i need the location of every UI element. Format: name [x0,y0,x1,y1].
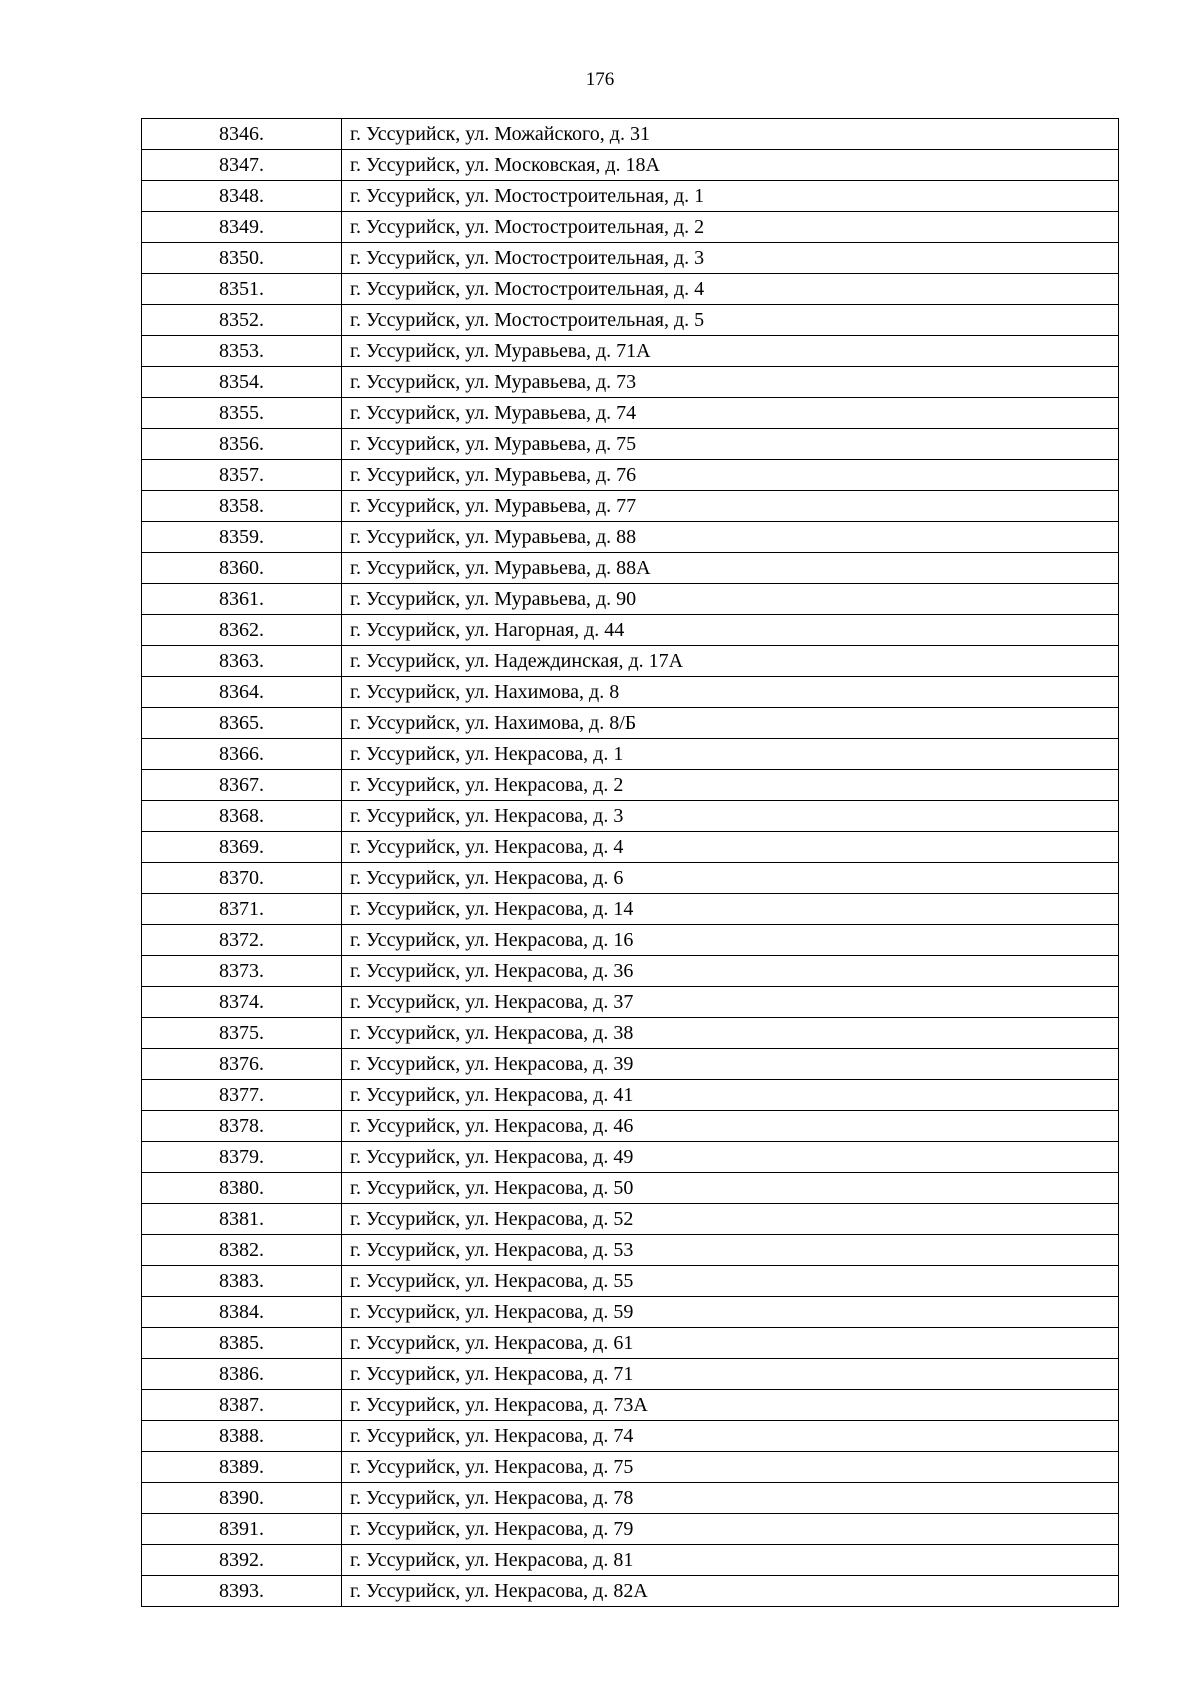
row-number-cell: 8391. [142,1514,342,1545]
address-cell: г. Уссурийск, ул. Мостостроительная, д. 2 [342,212,1119,243]
address-cell: г. Уссурийск, ул. Мостостроительная, д. 3 [342,243,1119,274]
table-row [142,646,1119,677]
row-number-cell: 8367. [142,770,342,801]
row-number-cell: 8358. [142,491,342,522]
address-cell: г. Уссурийск, ул. Муравьева, д. 75 [342,429,1119,460]
address-cell: г. Уссурийск, ул. Некрасова, д. 16 [342,925,1119,956]
address-cell: г. Уссурийск, ул. Муравьева, д. 71А [342,336,1119,367]
row-number-cell: 8363. [142,646,342,677]
table-row [142,460,1119,491]
row-number-cell: 8376. [142,1049,342,1080]
row-number-cell: 8392. [142,1545,342,1576]
table-row [142,1018,1119,1049]
table-row [142,1421,1119,1452]
address-cell: г. Уссурийск, ул. Некрасова, д. 53 [342,1235,1119,1266]
table-row [142,615,1119,646]
row-number-cell: 8365. [142,708,342,739]
row-number-cell: 8360. [142,553,342,584]
row-number-cell: 8386. [142,1359,342,1390]
address-cell: г. Уссурийск, ул. Некрасова, д. 82А [342,1576,1119,1607]
address-cell: г. Уссурийск, ул. Некрасова, д. 49 [342,1142,1119,1173]
table-row [142,1204,1119,1235]
table-row [142,987,1119,1018]
table-row [142,801,1119,832]
row-number-cell: 8357. [142,460,342,491]
address-cell: г. Уссурийск, ул. Надеждинская, д. 17А [342,646,1119,677]
row-number-cell: 8382. [142,1235,342,1266]
table-row [142,150,1119,181]
table-row [142,1514,1119,1545]
address-cell: г. Уссурийск, ул. Муравьева, д. 77 [342,491,1119,522]
address-cell: г. Уссурийск, ул. Некрасова, д. 74 [342,1421,1119,1452]
row-number-cell: 8366. [142,739,342,770]
address-table [141,118,1119,1607]
row-number-cell: 8371. [142,894,342,925]
row-number-cell: 8364. [142,677,342,708]
row-number-cell: 8383. [142,1266,342,1297]
address-cell: г. Уссурийск, ул. Муравьева, д. 74 [342,398,1119,429]
table-row [142,863,1119,894]
address-cell: г. Уссурийск, ул. Некрасова, д. 75 [342,1452,1119,1483]
table-row [142,243,1119,274]
row-number-cell: 8368. [142,801,342,832]
table-row [142,770,1119,801]
row-number-cell: 8378. [142,1111,342,1142]
table-row [142,1142,1119,1173]
address-cell: г. Уссурийск, ул. Некрасова, д. 71 [342,1359,1119,1390]
address-table-body [142,119,1119,1607]
table-row [142,1173,1119,1204]
row-number-cell: 8348. [142,181,342,212]
table-row [142,956,1119,987]
address-cell: г. Уссурийск, ул. Нагорная, д. 44 [342,615,1119,646]
row-number-cell: 8362. [142,615,342,646]
address-cell: г. Уссурийск, ул. Некрасова, д. 37 [342,987,1119,1018]
address-cell: г. Уссурийск, ул. Некрасова, д. 73А [342,1390,1119,1421]
table-row [142,119,1119,150]
row-number-cell: 8356. [142,429,342,460]
table-row [142,1049,1119,1080]
row-number-cell: 8384. [142,1297,342,1328]
table-row [142,925,1119,956]
row-number-cell: 8347. [142,150,342,181]
address-cell: г. Уссурийск, ул. Некрасова, д. 4 [342,832,1119,863]
table-row [142,1390,1119,1421]
address-cell: г. Уссурийск, ул. Некрасова, д. 3 [342,801,1119,832]
table-row [142,181,1119,212]
address-cell: г. Уссурийск, ул. Некрасова, д. 81 [342,1545,1119,1576]
address-cell: г. Уссурийск, ул. Муравьева, д. 90 [342,584,1119,615]
address-cell: г. Уссурийск, ул. Некрасова, д. 78 [342,1483,1119,1514]
address-cell: г. Уссурийск, ул. Некрасова, д. 61 [342,1328,1119,1359]
address-cell: г. Уссурийск, ул. Мостостроительная, д. 5 [342,305,1119,336]
table-row [142,1266,1119,1297]
address-cell: г. Уссурийск, ул. Некрасова, д. 59 [342,1297,1119,1328]
address-cell: г. Уссурийск, ул. Некрасова, д. 1 [342,739,1119,770]
address-cell: г. Уссурийск, ул. Некрасова, д. 52 [342,1204,1119,1235]
row-number-cell: 8373. [142,956,342,987]
row-number-cell: 8346. [142,119,342,150]
row-number-cell: 8389. [142,1452,342,1483]
row-number-cell: 8375. [142,1018,342,1049]
address-cell: г. Уссурийск, ул. Некрасова, д. 36 [342,956,1119,987]
table-row [142,522,1119,553]
table-row [142,832,1119,863]
address-cell: г. Уссурийск, ул. Московская, д. 18А [342,150,1119,181]
row-number-cell: 8374. [142,987,342,1018]
table-row [142,1452,1119,1483]
address-cell: г. Уссурийск, ул. Некрасова, д. 46 [342,1111,1119,1142]
row-number-cell: 8372. [142,925,342,956]
table-row [142,274,1119,305]
address-cell: г. Уссурийск, ул. Можайского, д. 31 [342,119,1119,150]
address-cell: г. Уссурийск, ул. Муравьева, д. 76 [342,460,1119,491]
address-cell: г. Уссурийск, ул. Некрасова, д. 2 [342,770,1119,801]
table-row [142,1545,1119,1576]
address-cell: г. Уссурийск, ул. Некрасова, д. 38 [342,1018,1119,1049]
table-row [142,584,1119,615]
row-number-cell: 8390. [142,1483,342,1514]
table-row [142,212,1119,243]
address-cell: г. Уссурийск, ул. Некрасова, д. 6 [342,863,1119,894]
row-number-cell: 8370. [142,863,342,894]
row-number-cell: 8350. [142,243,342,274]
table-row [142,1235,1119,1266]
row-number-cell: 8385. [142,1328,342,1359]
table-row [142,1111,1119,1142]
table-row [142,1576,1119,1607]
table-row [142,894,1119,925]
row-number-cell: 8355. [142,398,342,429]
address-cell: г. Уссурийск, ул. Мостостроительная, д. 4 [342,274,1119,305]
row-number-cell: 8388. [142,1421,342,1452]
table-row [142,677,1119,708]
row-number-cell: 8352. [142,305,342,336]
row-number-cell: 8351. [142,274,342,305]
row-number-cell: 8379. [142,1142,342,1173]
table-row [142,491,1119,522]
row-number-cell: 8387. [142,1390,342,1421]
row-number-cell: 8353. [142,336,342,367]
table-row [142,708,1119,739]
table-row [142,429,1119,460]
address-cell: г. Уссурийск, ул. Муравьева, д. 73 [342,367,1119,398]
table-row [142,398,1119,429]
address-cell: г. Уссурийск, ул. Некрасова, д. 50 [342,1173,1119,1204]
row-number-cell: 8359. [142,522,342,553]
address-cell: г. Уссурийск, ул. Некрасова, д. 39 [342,1049,1119,1080]
address-cell: г. Уссурийск, ул. Некрасова, д. 14 [342,894,1119,925]
address-cell: г. Уссурийск, ул. Нахимова, д. 8 [342,677,1119,708]
table-row [142,1080,1119,1111]
table-row [142,305,1119,336]
address-cell: г. Уссурийск, ул. Некрасова, д. 55 [342,1266,1119,1297]
table-row [142,1483,1119,1514]
row-number-cell: 8380. [142,1173,342,1204]
row-number-cell: 8354. [142,367,342,398]
row-number-cell: 8361. [142,584,342,615]
table-row [142,1297,1119,1328]
address-cell: г. Уссурийск, ул. Муравьева, д. 88А [342,553,1119,584]
table-row [142,739,1119,770]
table-row [142,336,1119,367]
row-number-cell: 8393. [142,1576,342,1607]
row-number-cell: 8369. [142,832,342,863]
table-row [142,553,1119,584]
row-number-cell: 8377. [142,1080,342,1111]
row-number-cell: 8349. [142,212,342,243]
address-cell: г. Уссурийск, ул. Мостостроительная, д. 1 [342,181,1119,212]
table-row [142,1359,1119,1390]
row-number-cell: 8381. [142,1204,342,1235]
page-number: 176 [585,69,615,90]
table-row [142,367,1119,398]
address-cell: г. Уссурийск, ул. Некрасова, д. 79 [342,1514,1119,1545]
address-cell: г. Уссурийск, ул. Муравьева, д. 88 [342,522,1119,553]
address-cell: г. Уссурийск, ул. Некрасова, д. 41 [342,1080,1119,1111]
address-cell: г. Уссурийск, ул. Нахимова, д. 8/Б [342,708,1119,739]
table-row [142,1328,1119,1359]
